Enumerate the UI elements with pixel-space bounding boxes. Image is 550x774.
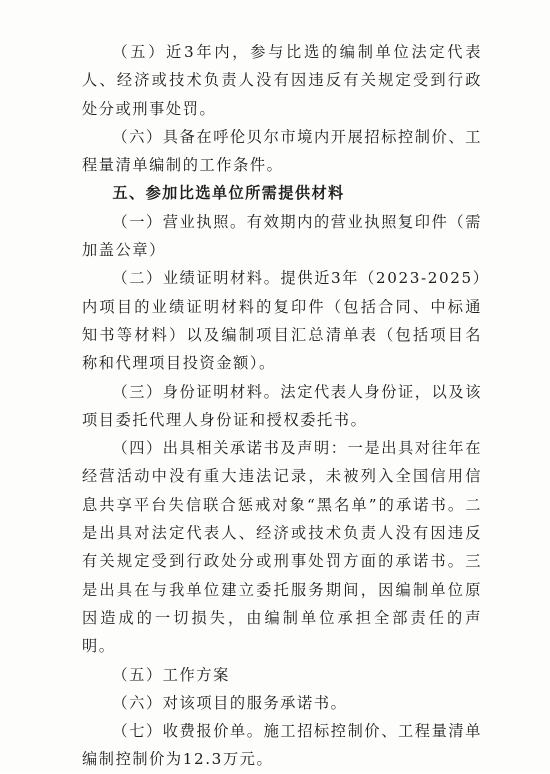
section-heading: 五、参加比选单位所需提供材料 xyxy=(112,184,345,203)
paragraph-material-1: （一）营业执照。有效期内的营业执照复印件（需加盖公章） xyxy=(82,212,482,260)
paragraph-material-3: （三）身份证明材料。法定代表人身份证，以及该项目委托代理人身份证和授权委托书。 xyxy=(82,382,482,429)
document-body xyxy=(82,38,482,774)
paragraph-material-6: （六）对该项目的服务承诺书。 xyxy=(112,693,348,712)
paragraph-material-4: （四）出具相关承诺书及声明：一是出具对往年在经营活动中没有重大违法记录，未被列入全国信用信息共享平台失信联合惩戒对象“黑名单”的承诺书。二是出具对法定代表人、经济或技术负责人没有因违反有关规定受到行政处分或刑事处罚方面的承诺书。三是出具在与我单位建立委托服务期间，因编制单位原因造成的一切损失，由编制单位承担全部责任的声明。 xyxy=(82,439,482,656)
paragraph-material-5: （五）工作方案 xyxy=(112,665,230,684)
paragraph-material-2: （二）业绩证明材料。提供近3年（2023-2025）内项目的业绩证明材料的复印件（包括合同、中标通知书等材料）以及编制项目汇总清单表（包括项目名称和代理项目投资金额）。 xyxy=(82,269,482,373)
paragraph-item-6-qualification: （六）具备在呼伦贝尔市境内开展招标控制价、工程量清单编制的工作条件。 xyxy=(82,127,482,175)
paragraph-material-7: （七）收费报价单。施工招标控制价、工程量清单编制控制价为12.3万元。 xyxy=(82,722,482,769)
paragraph-item-5-qualification: （五）近3年内，参与比选的编制单位法定代表人、经济或技术负责人没有因违反有关规定受到行政处分或刑事处罚。 xyxy=(82,43,482,118)
